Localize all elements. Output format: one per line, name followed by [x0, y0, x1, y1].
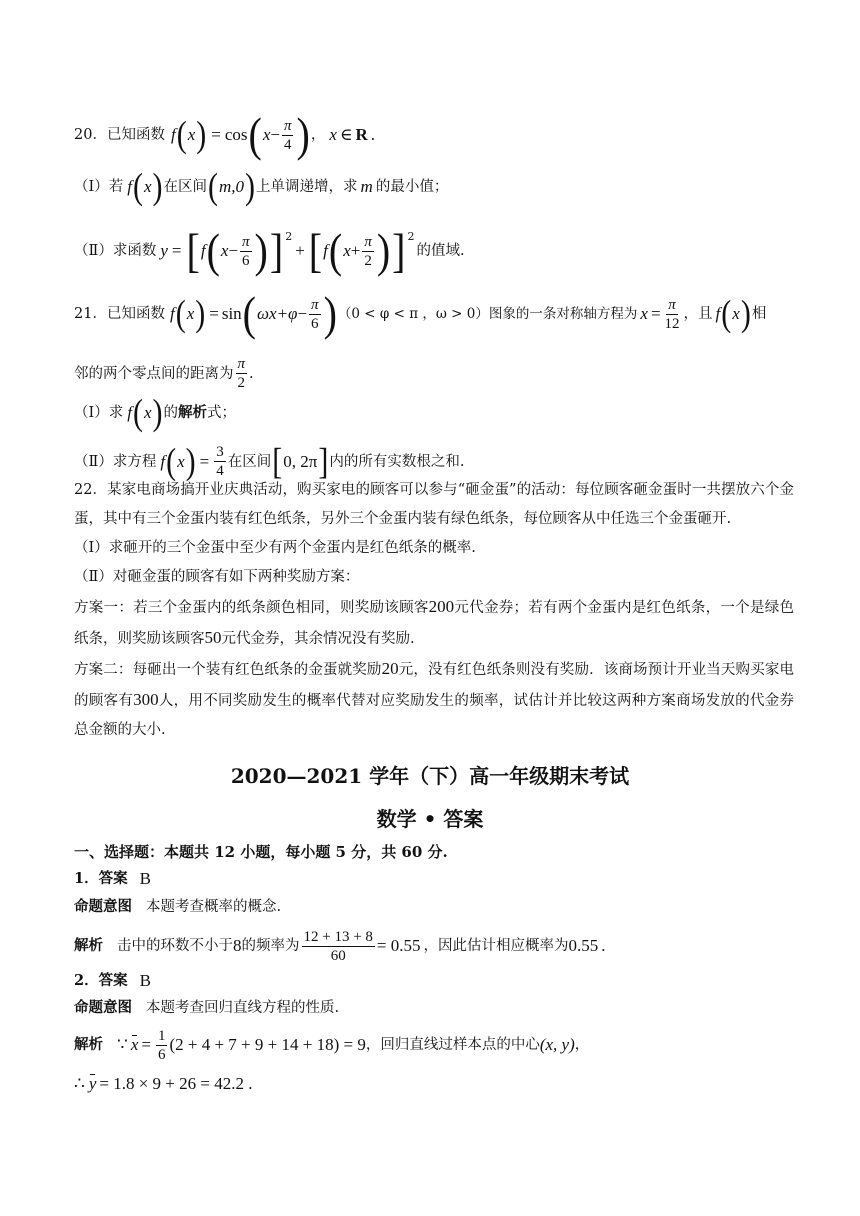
answer-2-intent-text: 本题考查回归直线方程的性质.	[146, 1000, 340, 1016]
answer-1-label: 1．答案	[74, 870, 128, 887]
q20-period: .	[370, 125, 375, 144]
q21-intro: 已知函数	[106, 306, 165, 322]
q20-p1-end: 的最小值；	[375, 179, 449, 195]
q21-part1: （Ⅰ）求 f ( x ) 的 解析 式；	[74, 391, 237, 433]
answers-subtitle: 数学 • 答案	[376, 807, 484, 831]
answer-2-xbar: x	[130, 1035, 139, 1054]
q20-part2: （Ⅱ）求函数 y = [ f ( x − $\frac{\pi}{6}$ ) ] $^2$ + [ f ( x + $\frac{\pi}{2}$ ) ] $^2$ 的值域.	[74, 223, 465, 278]
q21-p2-mid: 在区间	[227, 453, 272, 470]
answer-2-intent	[74, 997, 800, 1019]
answer-1-intent-label: 命题意图	[74, 898, 132, 915]
q21-part2: （Ⅱ）求方程 f ( x ) = $\frac{3}{4}$ 在区间 [ 0, 2π ] 内的所有实数根之和.	[74, 440, 465, 482]
q20-intro: 已知函数	[106, 127, 165, 143]
q20-p1-m: m	[360, 177, 373, 196]
q22-plan2: 方案二：每砸出一个装有红色纸条的金蛋就奖励20元，没有红色纸条则没有奖励．该商场预计开业当天购买家电的顾客有300人，用不同奖励发生的概率代替对应奖励发生的频率，试估计并比较这两种方案商场发放的代金券总金额的大小.	[74, 659, 794, 738]
answer-2	[74, 970, 800, 992]
answer-1-solution-label: 解析	[74, 937, 103, 954]
q20-p1-tail: 上单调递增，求	[256, 179, 358, 195]
answer-1-intent-text: 本题考查概率的概念.	[146, 899, 282, 915]
q20-p1-label: （Ⅰ）若	[74, 179, 124, 195]
q21-stem-line2: 邻的两个零点间的距离为 $\frac{\pi}{2}$ .	[74, 356, 254, 391]
q20-number: 20．	[74, 127, 107, 143]
answer-2-intent-label: 命题意图	[74, 999, 132, 1016]
q21-p2-interval: 0, 2π	[283, 451, 318, 471]
q21-p1-label: （Ⅰ）求	[74, 405, 124, 421]
q20-sep: ，	[310, 127, 326, 143]
q20-part1: （Ⅰ）若 f ( x ) 在区间 ( m,0 ) 上单调递增，求 m 的最小值；	[74, 165, 449, 207]
q21-tail-end: 相	[751, 306, 767, 322]
answer-1-intent	[74, 896, 800, 918]
answers-section: 一、选择题：本题共 12 小题，每小题 5 分，共 60 分.	[74, 843, 448, 861]
answer-2-solution-label: 解析	[74, 1036, 103, 1053]
q20-p1-mid: 在区间	[163, 179, 208, 195]
q21-omega-x: ωx	[257, 304, 277, 323]
q22-part1: （Ⅰ）求砸开的三个金蛋中至少有两个金蛋内是红色纸条的概率.	[74, 540, 476, 556]
q20-p2-label: （Ⅱ）求函数	[74, 243, 157, 259]
q22-part2: （Ⅱ）对砸金蛋的顾客有如下两种奖励方案：	[74, 569, 360, 585]
q20-x: x	[187, 125, 196, 144]
q21-condition: （0 < φ < π ，ω > 0）图象的一条对称轴方程为	[337, 306, 638, 322]
answer-1	[74, 868, 800, 890]
q21-tail: ，且	[683, 306, 713, 322]
q21-p1-mid: 的	[163, 405, 179, 421]
q20-p2-square2: 2	[407, 230, 415, 243]
q21-line2: 邻的两个零点间的距离为	[74, 365, 234, 382]
answer-2-sum: (2 + 4 + 7 + 9 + 14 + 18) = 9	[169, 1035, 366, 1054]
q20-f: f	[170, 125, 176, 144]
q20-p2-y: y	[160, 241, 168, 260]
q20-pi-over-4: $\frac{\pi}{4}$	[283, 117, 292, 153]
answer-2-solution: 解析 ∵ x = $\frac{1}{6}$ (2 + 4 + 7 + 9 + 14 + 18) = 9 ，回归直线过样本点的中心 (x, y) ，	[74, 1027, 590, 1063]
q20-in: ∈	[339, 125, 353, 144]
answer-1-solution: 解析 击中的环数不小于 8 的频率为 $\frac{12 + 13 + 8}{60}$ = 0.55 ，因此估计相应概率为 0.55 .	[74, 928, 606, 964]
answer-1-value: B	[139, 869, 151, 888]
q20-cos: cos	[224, 125, 248, 144]
q20-stem: 20． 已知函数 f ( x ) = cos ( x − $\frac{\pi}{4}$ ) ， x ∈ R .	[74, 107, 375, 162]
q21-number: 21．	[74, 306, 107, 322]
answer-2-center: (x, y)	[539, 1035, 575, 1054]
q21-stem: 21． 已知函数 f ( x ) = sin ( ωx +φ − $\frac{\pi}{6}$ ) （0 < φ < π ，ω > 0）图象的一条对称轴方程为 x = $\frac{\pi}{12}$ ，且 f ( x ) 相	[74, 286, 767, 341]
answer-2-label: 2．答案	[74, 972, 128, 989]
q21-plus-phi: +φ	[276, 304, 298, 323]
q20-p1-interval: m,0	[219, 177, 245, 196]
q20-x2: x	[262, 125, 271, 144]
q21-sin: sin	[221, 304, 242, 323]
q21-axis-x: x	[640, 304, 648, 323]
q22-intro: 22．某家电商场搞开业庆典活动，购买家电的顾客可以参与“砸金蛋”的活动：每位顾客砸金蛋时一共摆放六个金蛋，其中有三个金蛋内装有红色纸条，另外三个金蛋内装有绿色纸条，每位顾客从中任选三个金蛋砸开.	[74, 482, 794, 527]
q21-p2-label: （Ⅱ）求方程	[74, 453, 157, 470]
answer-2-ybar: y	[88, 1074, 97, 1093]
q20-p2-end: 的值域.	[416, 243, 465, 259]
answers-title: 2020—2021 学年（下）高一年级期末考试	[230, 764, 630, 788]
q22-plan1: 方案一：若三个金蛋内的纸条颜色相同，则奖励该顾客200元代金券；若有两个金蛋内是红色纸条，一个是绿色纸条，则奖励该顾客50元代金券，其余情况没有奖励.	[74, 597, 795, 647]
answer-1-fraction: $\frac{12 + 13 + 8}{60}$	[303, 928, 373, 964]
q21-p1-bold: 解析	[178, 404, 208, 421]
answer-2-result: ∴ y = 1.8 × 9 + 26 = 42.2 .	[74, 1074, 253, 1093]
answer-2-value: B	[139, 971, 151, 990]
q21-p2-end: 内的所有实数根之和.	[329, 453, 465, 470]
q22-stem	[74, 476, 794, 745]
q21-p1-end: 式；	[207, 405, 237, 421]
q20-minus: −	[270, 125, 280, 144]
q20-p2-square1: 2	[285, 230, 293, 243]
q20-x3: x	[329, 125, 337, 144]
q20-R: R	[355, 125, 368, 144]
